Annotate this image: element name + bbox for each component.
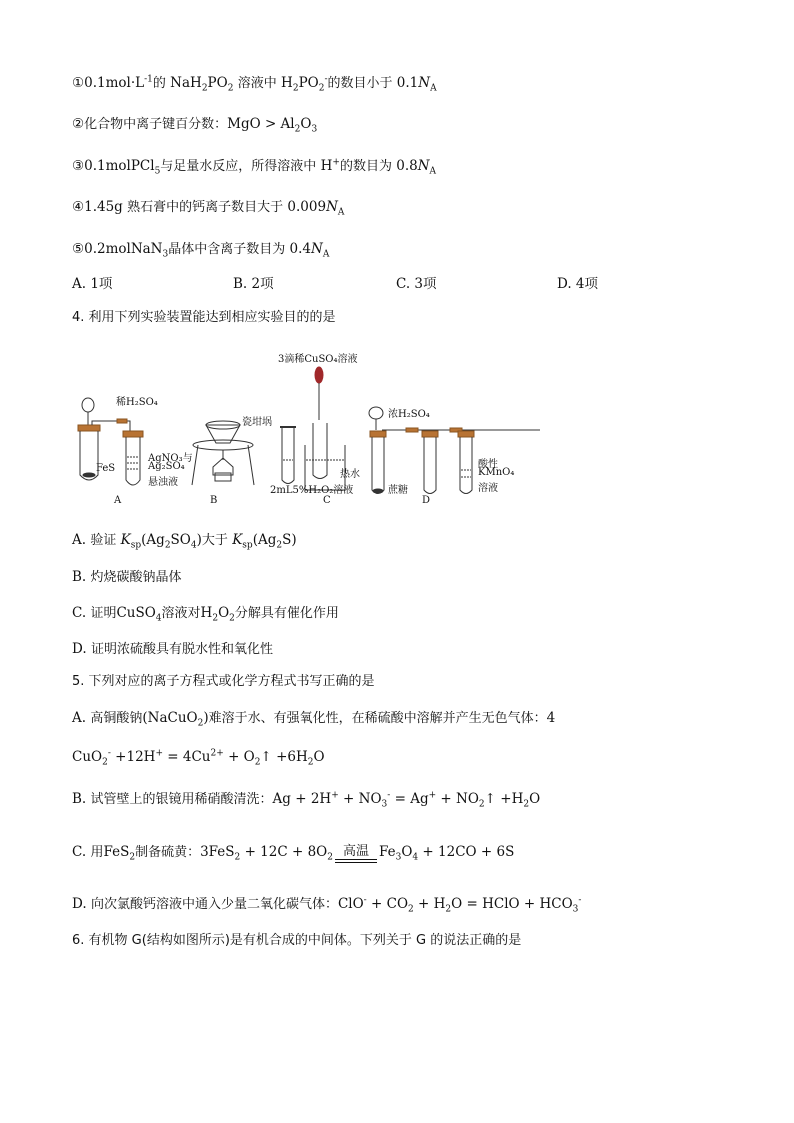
caption-b: B <box>210 495 218 506</box>
statement-1 <box>72 73 437 94</box>
label-cuso4-drops: 3滴稀CuSO₄溶液 <box>278 354 358 365</box>
reaction-condition: 高温 <box>335 845 377 863</box>
label-kmno4: KMnO₄ <box>478 467 515 478</box>
q5-option-d[interactable]: D. 向次氯酸钙溶液中通入少量二氧化碳气体：$ClO^- + CO_2 + H_2O$ = HClO + $HCO_3^-$ <box>72 895 582 915</box>
q5-option-a[interactable]: A. 高铜酸钠(NaCuO$_2$)难溶于水、有强氧化性，在稀硫酸中溶解并产生无色气体：4 <box>72 710 556 729</box>
label-agno3: AgNO₃与 <box>148 453 193 464</box>
label-acidic: 酸性 <box>478 459 498 470</box>
q5-option-a-equation: $CuO_2^- +12H^+ = 4Cu^{2+}$ + $O_2↑ +6H_2O$ <box>72 748 325 768</box>
caption-d: D <box>422 495 431 506</box>
statement-4: ④1.45g 熟石膏中的钙离子数目大于 $0.009N_A$ <box>72 199 345 218</box>
statement-2: ②化合物中离子键百分数：MgO > $Al_2O_3$ <box>72 116 318 135</box>
q3-option-d[interactable]: D. 4项 <box>557 276 599 292</box>
statement-5: ⑤0.2molNaN$_3$晶体中含离子数目为 $0.4N_A$ <box>72 241 330 260</box>
label-dilute-h2so4: 稀H₂SO₄ <box>116 397 158 408</box>
label-fes: FeS <box>96 463 116 474</box>
statement-1-text: $①0.1mol\cdot L^{-1}$的 $NaH_2PO_2$ 溶液中 $H_2PO_2^-$的数目小于 $0.1N_A$ <box>72 74 437 94</box>
label-conc-h2so4: 浓H₂SO₄ <box>388 409 430 420</box>
statement-3: ③0.1molPCl$_5$与足量水反应，所得溶液中 H+的数目为 $0.8N_A$ <box>72 157 437 177</box>
label-suspension: 悬浊液 <box>148 477 178 488</box>
q3-option-c[interactable]: C. 3项 <box>396 276 437 292</box>
q6-stem: 6. 有机物 G(结构如图所示)是有机合成的中间体。下列关于 G 的说法正确的是 <box>72 933 522 948</box>
q5-stem: 5. 下列对应的离子方程式或化学方程式书写正确的是 <box>72 674 375 689</box>
label-crucible: 瓷坩埚 <box>242 417 272 428</box>
q4-stem: 4. 利用下列实验装置能达到相应实验目的的是 <box>72 310 336 325</box>
q4-option-d[interactable]: D. 证明浓硫酸具有脱水性和氧化性 <box>72 641 273 657</box>
q3-option-a[interactable]: A. 1项 <box>72 276 113 292</box>
label-solution: 溶液 <box>478 483 498 494</box>
q4-option-a[interactable]: A. 验证 $K_{sp}(Ag_2SO_4)$大于 $K_{sp}(Ag_2S)$ <box>72 532 297 551</box>
q4-option-b[interactable]: B. 灼烧碳酸钠晶体 <box>72 569 182 585</box>
label-hot-water: 热水 <box>340 469 360 480</box>
experiment-apparatus-diagram <box>70 345 570 515</box>
label-h2o2-solution: 2mL5%H₂O₂溶液 <box>270 485 354 496</box>
label-ag2so4: Ag₂SO₄ <box>148 461 185 472</box>
caption-c: C <box>323 495 331 506</box>
q5-option-b[interactable]: B. 试管壁上的银镜用稀硝酸清洗：$Ag + 2H^+ + NO_3^- = Ag^+$ + $NO_2↑ +H_2O$ <box>72 790 541 810</box>
q3-option-b[interactable]: B. 2项 <box>233 276 274 292</box>
q4-option-c[interactable]: C. 证明CuSO$_4$溶液对$H_2O_2$分解具有催化作用 <box>72 605 339 624</box>
caption-a: A <box>114 495 122 506</box>
q5-option-c[interactable]: C. 用FeS$_2$制备硫黄：$3FeS_2 + 12C + 8O_2$ 高温 $Fe_3O_4 + 12CO + 6S$ <box>72 844 515 863</box>
label-sucrose: 蔗糖 <box>388 485 408 496</box>
